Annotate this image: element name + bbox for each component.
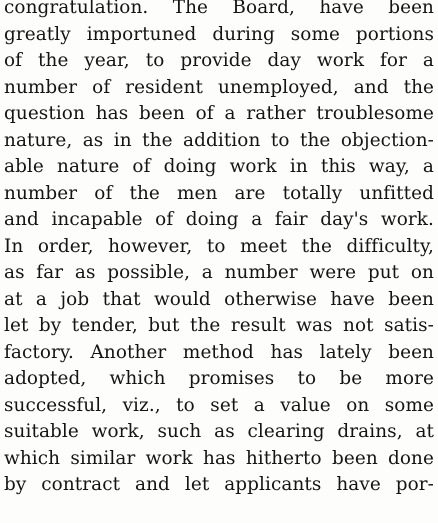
text-line: greatly importuned during some portions <box>4 23 434 45</box>
article-column <box>4 0 434 499</box>
text-line: nature, as in the addition to the objection- <box>4 129 434 151</box>
text-line: by contract and let applicants have por- <box>4 474 434 495</box>
text-line: and incapable of doing a fair day's work. <box>4 209 434 230</box>
text-line: successful, viz., to set a value on some <box>4 394 434 416</box>
text-line: In order, however, to meet the difficulty, <box>4 235 434 257</box>
text-line: of the year, to provide day work for a <box>4 50 434 71</box>
text-line: at a job that would otherwise have been <box>4 288 434 310</box>
text-line: let by tender, but the result was not satis- <box>4 315 434 336</box>
text-line: factory. Another method has lately been <box>4 341 434 363</box>
text-line: which similar work has hitherto been done <box>4 447 434 469</box>
text-line: question has been of a rather troublesome <box>4 103 434 124</box>
text-line: able nature of doing work in this way, a <box>4 156 434 177</box>
text-line: adopted, which promises to be more <box>4 368 434 389</box>
text-line: number of resident unemployed, and the <box>4 76 434 98</box>
text-line: number of the men are totally unfitted <box>4 182 434 204</box>
text-line: suitable work, such as clearing drains, at <box>4 421 434 442</box>
text-line: congratulation. The Board, have been <box>4 0 434 18</box>
text-line: as far as possible, a number were put on <box>4 262 434 283</box>
